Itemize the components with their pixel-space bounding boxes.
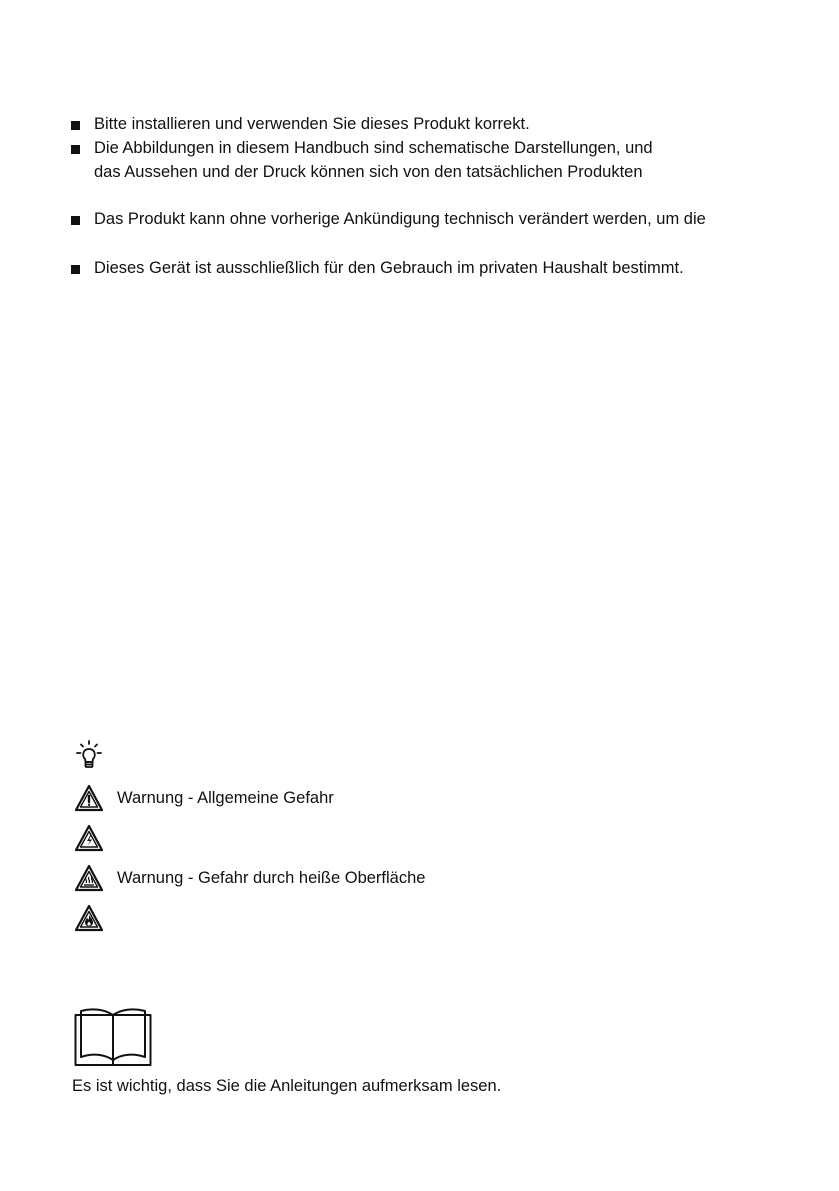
symbol-label-general-danger: Warnung - Allgemeine Gefahr [117, 789, 334, 807]
symbol-label-hot-surface: Warnung - Gefahr durch heiße Oberfläche [117, 869, 426, 887]
bullet-text-continued: das Aussehen und der Druck können sich von den tatsächlichen Produkten [94, 163, 643, 181]
square-bullet-icon [71, 265, 80, 274]
bullet-text: Das Produkt kann ohne vorherige Ankündigung technisch verändert werden, um die [94, 210, 706, 228]
warning-exclamation-icon [74, 784, 104, 812]
open-book-icon [74, 1005, 152, 1067]
bullet-text: Dieses Gerät ist ausschließlich für den Gebrauch im privaten Haushalt bestimmt. [94, 259, 684, 277]
bullet-text: Die Abbildungen in diesem Handbuch sind schematische Darstellungen, und [94, 139, 653, 157]
warning-hot-surface-icon [74, 864, 104, 892]
warning-fire-icon [74, 904, 104, 932]
square-bullet-icon [71, 145, 80, 154]
square-bullet-icon [71, 216, 80, 225]
bullet-text: Bitte installieren und verwenden Sie dieses Produkt korrekt. [94, 115, 530, 133]
warning-electric-icon [74, 824, 104, 852]
square-bullet-icon [71, 121, 80, 130]
lightbulb-icon [74, 740, 104, 770]
manual-read-instructions-text: Es ist wichtig, dass Sie die Anleitungen aufmerksam lesen. [72, 1077, 502, 1095]
